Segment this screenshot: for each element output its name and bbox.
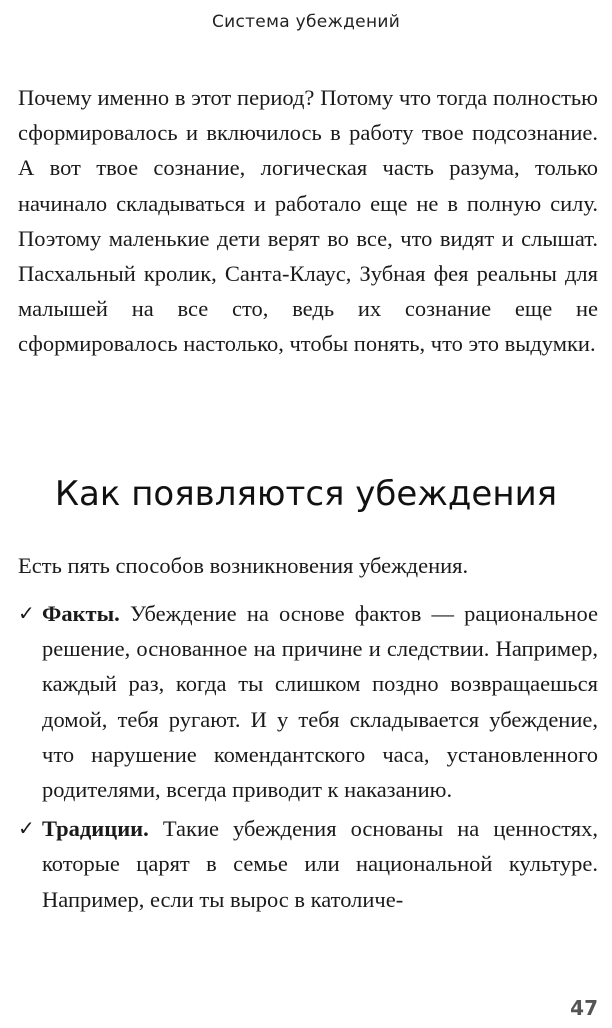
- bullet-term: Факты.: [42, 601, 120, 626]
- bullet-list: [18, 596, 598, 921]
- bullet-term: Традиции.: [42, 816, 149, 842]
- running-head: Система убеждений: [211, 12, 401, 32]
- bullet-item-traditions: [18, 811, 598, 917]
- bullet-text: Убеждение на основе фактов — рациональное решение, основанное на причине и следствии. Например, каждый раз, когда ты слишком поздно возвращаешься домой, тебя ругают. И у тебя складывается убеждение, что нарушение комендантского часа, установленного родителями, всегда приводит к наказанию.: [42, 601, 598, 803]
- page-number: 47: [570, 996, 598, 1020]
- lead-sentence: Есть пять способов возникновения убеждения.: [18, 553, 469, 578]
- intro-paragraph: Почему именно в этот период? Потому что тогда полностью сформировалось и включилось в работу твое подсознание. А вот твое сознание, логическая часть разума, только начинало складываться и работало еще не в полную силу. Поэтому маленькие дети верят во все, что видят и слышат. Пасхальный кролик, Санта-Клаус, Зубная фея реальны для малышей на все сто, ведь их сознание еще не сформировалось настолько, чтобы понять, что это выдумки.: [18, 85, 598, 357]
- bullet-item-facts: [18, 596, 598, 807]
- checkmark-icon: ✓: [18, 816, 35, 841]
- bullet-text: Такие убеждения основаны на ценностях, которые царят в семье или национальной культуре. Например, если ты вырос в католиче-: [42, 816, 598, 912]
- checkmark-icon: ✓: [18, 601, 35, 625]
- section-heading: Как появляются убеждения: [54, 474, 558, 514]
